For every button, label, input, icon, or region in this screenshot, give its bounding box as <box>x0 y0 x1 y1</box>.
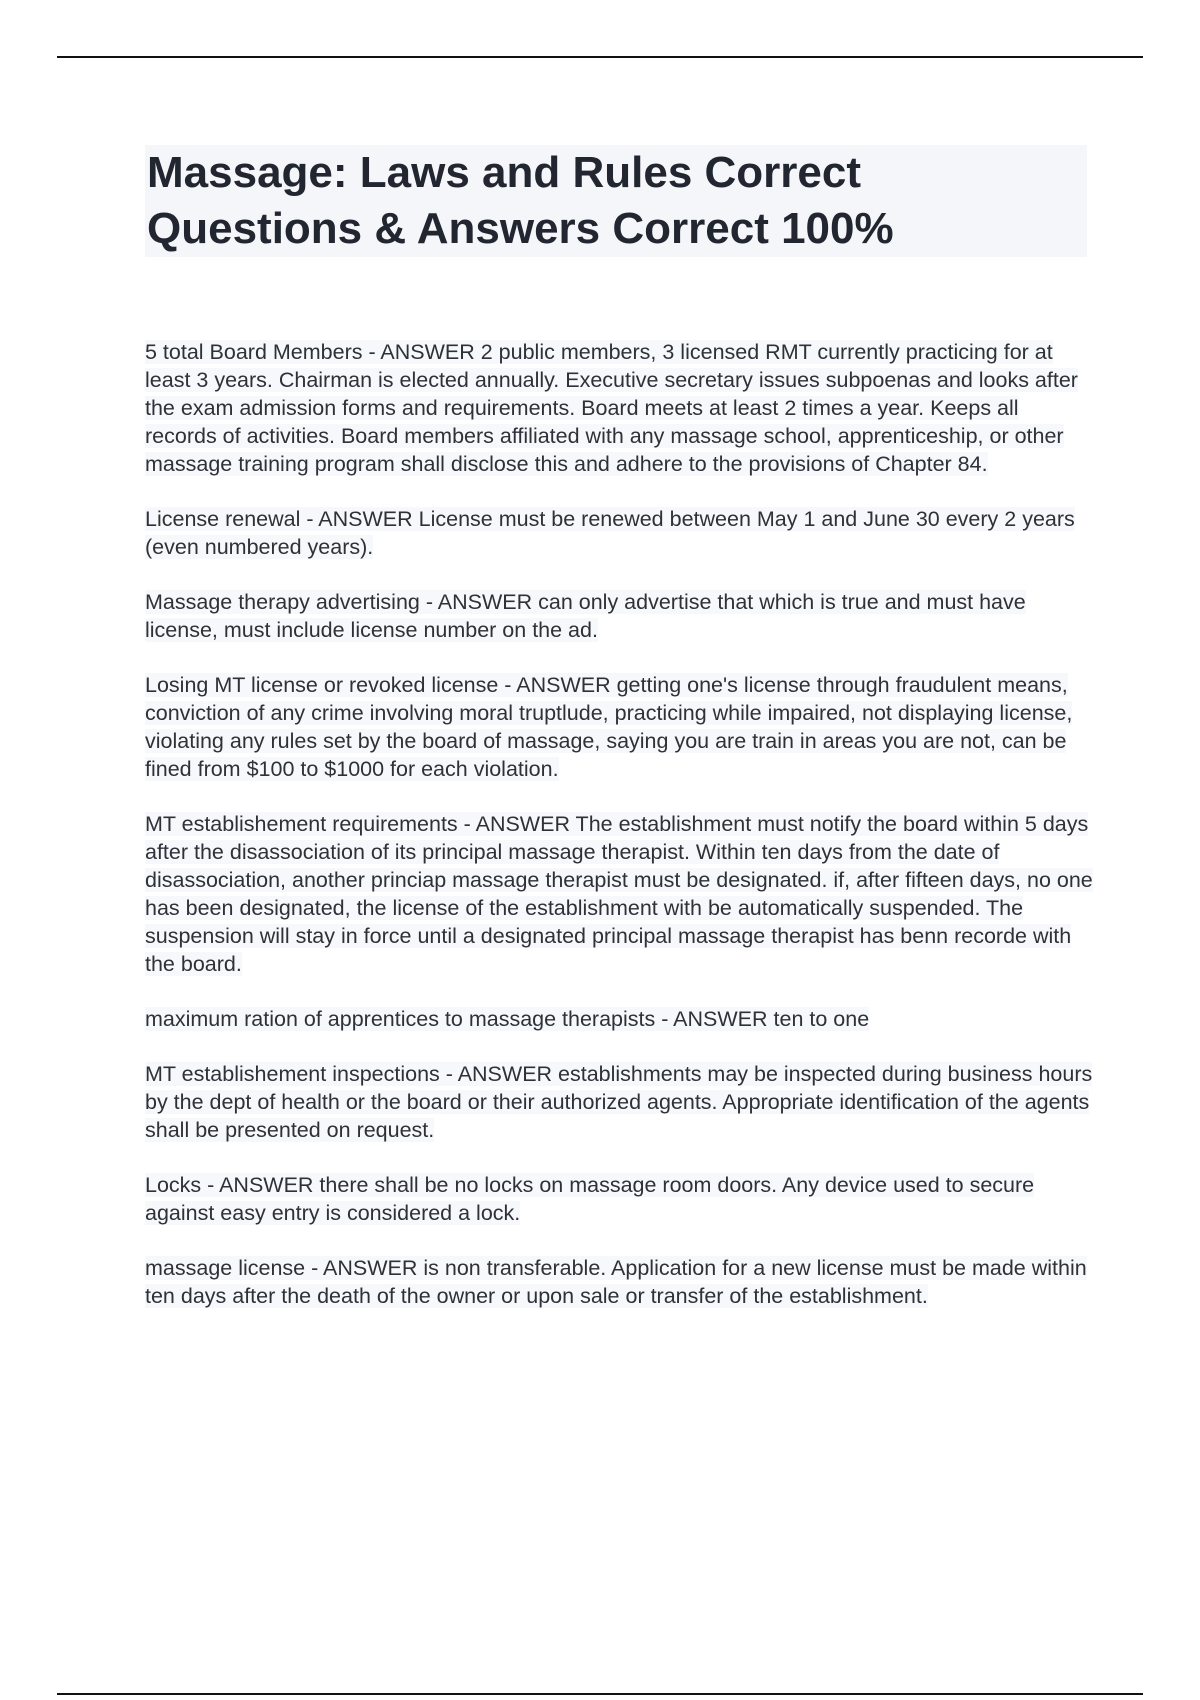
title-line-2: Questions & Answers Correct 100% <box>147 204 894 253</box>
title-block <box>145 145 1087 257</box>
qa-item: maximum ration of apprentices to massage therapists - ANSWER ten to one <box>145 1007 870 1031</box>
qa-item: License renewal - ANSWER License must be renewed between May 1 and June 30 every 2 years (even numbered years). <box>145 507 1075 559</box>
bottom-rule <box>57 1693 1143 1695</box>
qa-list <box>145 338 1095 1337</box>
top-rule <box>57 56 1143 58</box>
qa-item: Massage therapy advertising - ANSWER can only advertise that which is true and must have license, must include license number on the ad. <box>145 590 1026 642</box>
qa-item: Locks - ANSWER there shall be no locks on massage room doors. Any device used to secure against easy entry is considered a lock. <box>145 1173 1035 1225</box>
qa-item: massage license - ANSWER is non transferable. Application for a new license must be made within ten days after the death of the owner or upon sale or transfer of the establishment. <box>145 1256 1087 1308</box>
qa-item: Losing MT license or revoked license - ANSWER getting one's license through fraudulent means, conviction of any crime involving moral truptlude, practicing while impaired, not displaying license, violating any rules set by the board of massage, saying you are train in areas you are not, can be fined from $100 to $1000 for each violation. <box>145 673 1073 781</box>
title-line-1: Massage: Laws and Rules Correct <box>147 148 862 197</box>
qa-item: MT establishement requirements - ANSWER The establishment must notify the board within 5 days after the disassociation of its principal massage therapist. Within ten days from the date of disassociation, another princiap massage therapist must be designated. if, after fifteen days, no one has been designated, the license of the establishment with be automatically suspended. The suspension will stay in force until a designated principal massage therapist has benn recorde with the board. <box>145 812 1093 976</box>
page-title <box>145 145 1087 257</box>
qa-item: 5 total Board Members - ANSWER 2 public members, 3 licensed RMT currently practicing for at least 3 years. Chairman is elected annually. Executive secretary issues subpoenas and looks after the exam admission forms and requirements. Board meets at least 2 times a year. Keeps all records of activities. Board members affiliated with any massage school, apprenticeship, or other massage training program shall disclose this and adhere to the provisions of Chapter 84. <box>145 340 1078 476</box>
qa-item: MT establishement inspections - ANSWER establishments may be inspected during business hours by the dept of health or the board or their authorized agents. Appropriate identification of the agents shall be presented on request. <box>145 1062 1093 1142</box>
